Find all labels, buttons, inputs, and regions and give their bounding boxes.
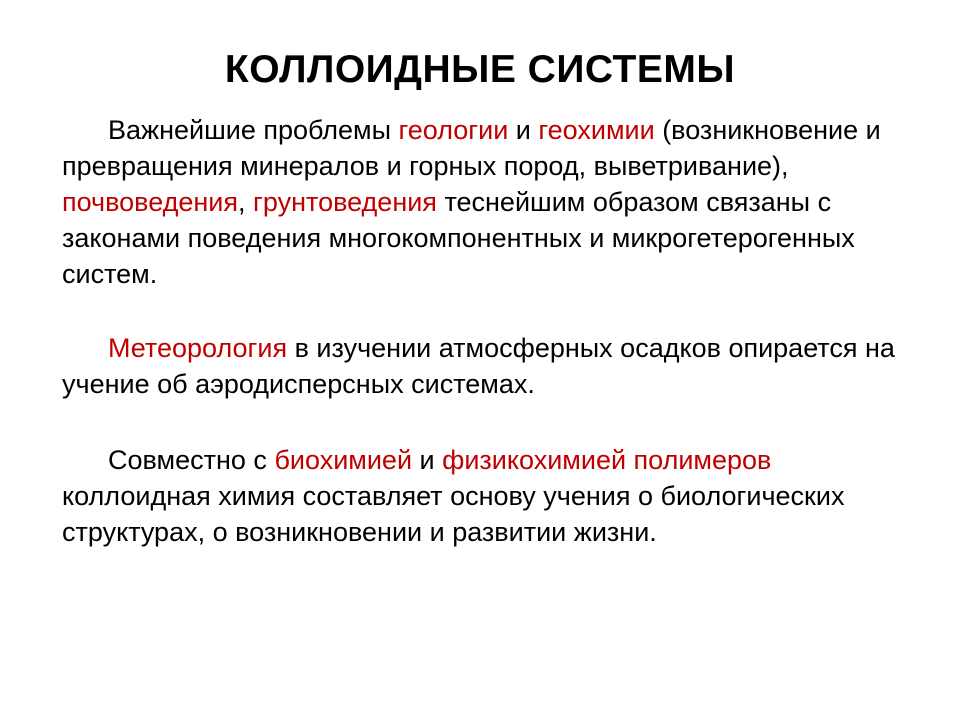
text-segment: (возникновение и превращения минералов и горных пород, выветривание), xyxy=(62,115,881,181)
highlight-term: грунтоведения xyxy=(253,187,437,217)
highlight-term: почвоведения xyxy=(62,187,239,217)
text-segment: Совместно с xyxy=(108,445,275,475)
text-segment: и xyxy=(412,445,443,475)
highlight-term: геологии xyxy=(398,115,509,145)
highlight-term: геохимии xyxy=(538,115,655,145)
highlight-term: биохимией xyxy=(274,445,413,475)
slide-title: КОЛЛОИДНЫЕ СИСТЕМЫ xyxy=(224,48,736,91)
text-segment: Важнейшие проблемы xyxy=(108,115,399,145)
text-segment: , xyxy=(238,187,254,217)
highlight-term: физикохимией полимеров xyxy=(442,445,772,475)
highlight-term: Метеорология xyxy=(108,333,288,363)
paragraph-meteorology xyxy=(62,330,902,402)
text-segment: и xyxy=(508,115,539,145)
text-segment: теснейшим образом связаны с законами поведения многокомпонентных и микрогетерогенных систем. xyxy=(62,187,855,289)
text-segment: коллоидная химия составляет основу учения о биологических структурах, о возникновении и развитии жизни. xyxy=(62,481,845,547)
paragraph-biochemistry xyxy=(62,442,902,550)
paragraph-geology xyxy=(62,112,902,292)
text-segment: в изучении атмосферных осадков опирается на учение об аэродисперсных системах. xyxy=(62,333,895,399)
